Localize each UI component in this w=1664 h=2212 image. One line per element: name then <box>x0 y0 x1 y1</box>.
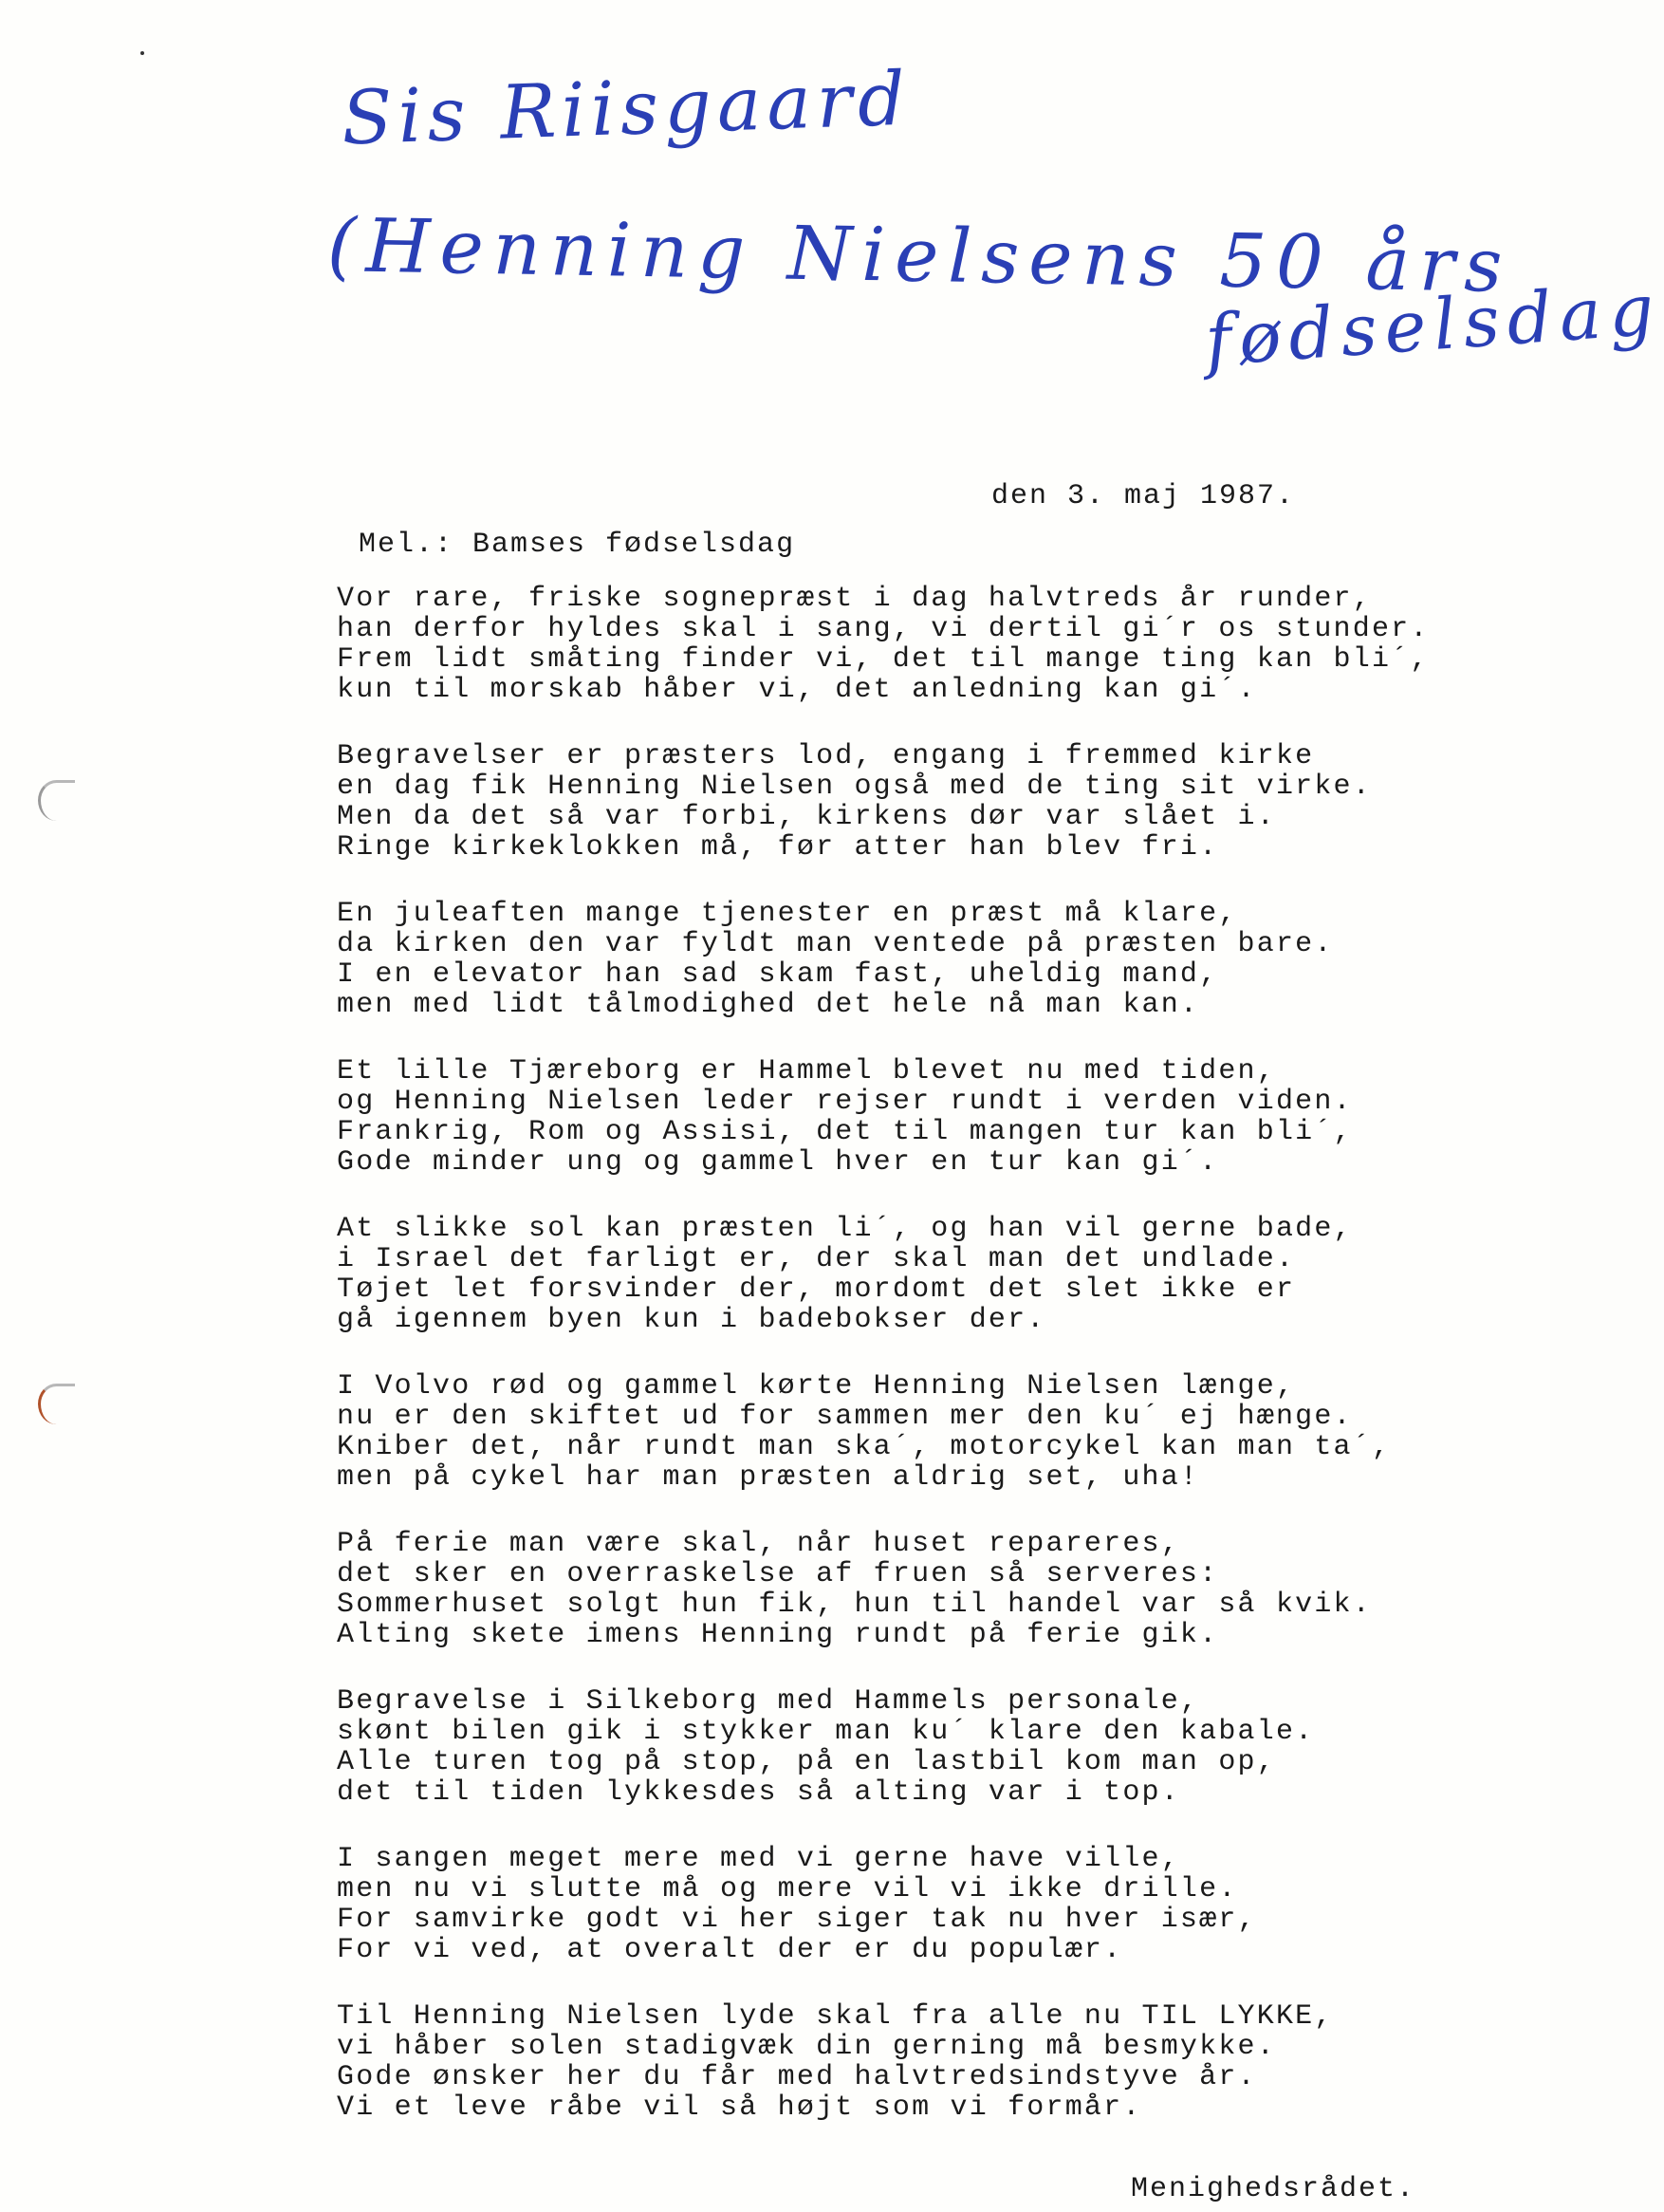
verse-line: I sangen meget mere med vi gerne have ville, <box>337 1843 1180 1875</box>
verse-line: Vi et leve råbe vil så højt som vi formår. <box>337 2091 1142 2124</box>
verse-line: men med lidt tålmodighed det hele nå man kan. <box>337 989 1200 1021</box>
verse-line: det til tiden lykkesdes så alting var i top. <box>337 1776 1180 1809</box>
verse-line: gå igennem byen kun i badebokser der. <box>337 1304 1046 1336</box>
stanza <box>337 584 1475 705</box>
verse-line: Ringe kirkeklokken må, før atter han blev fri. <box>337 831 1219 864</box>
verse-line: Kniber det, når rundt man ska´, motorcykel kan man ta´, <box>337 1431 1392 1463</box>
punch-hole <box>38 780 75 821</box>
verse-line: For samvirke godt vi her siger tak nu hver især, <box>337 1904 1257 1936</box>
verse-line: skønt bilen gik i stykker man ku´ klare den kabale. <box>337 1716 1315 1748</box>
verse-line: For vi ved, at overalt der er du populær. <box>337 1934 1123 1966</box>
verse-line: det sker en overraskelse af fruen så serveres: <box>337 1558 1219 1590</box>
verse-line: At slikke sol kan præsten li´, og han vil gerne bade, <box>337 1213 1353 1245</box>
stanza <box>337 1844 1475 1965</box>
punch-hole <box>38 1384 75 1424</box>
stanza <box>337 1371 1475 1493</box>
song-text <box>337 584 1475 2159</box>
stanza <box>337 1056 1475 1178</box>
verse-line: En juleaften mange tjenester en præst må klare, <box>337 898 1238 930</box>
verse-line: I en elevator han sad skam fast, uheldig mand, <box>337 958 1219 991</box>
verse-line: vi håber solen stadigvæk din gerning må besmykke. <box>337 2031 1276 2063</box>
handwritten-occasion-end: fødselsdag <box>1202 269 1664 382</box>
ink-speck <box>140 51 144 55</box>
verse-line: Begravelse i Silkeborg med Hammels personale, <box>337 1685 1200 1718</box>
melody-line: Mel.: Bamses fødselsdag <box>359 529 796 561</box>
verse-line: men på cykel har man præsten aldrig set, uha! <box>337 1461 1200 1494</box>
verse-line: På ferie man være skal, når huset repareres, <box>337 1528 1180 1560</box>
verse-line: han derfor hyldes skal i sang, vi dertil gi´r os stunder. <box>337 613 1430 645</box>
verse-line: Gode minder ung og gammel hver en tur kan gi´. <box>337 1146 1219 1179</box>
verse-line: Tøjet let forsvinder der, mordomt det slet ikke er <box>337 1273 1296 1306</box>
verse-line: og Henning Nielsen leder rejser rundt i verden viden. <box>337 1086 1353 1118</box>
handwritten-author: Sis Riisgaard <box>340 56 913 162</box>
verse-line: en dag fik Henning Nielsen også med de ting sit virke. <box>337 771 1372 803</box>
verse-line: Frankrig, Rom og Assisi, det til mangen tur kan bli´, <box>337 1116 1353 1148</box>
stanza <box>337 1686 1475 1808</box>
verse-line: Alle turen tog på stop, på en lastbil kom man op, <box>337 1746 1276 1778</box>
stanza <box>337 1529 1475 1650</box>
verse-line: Alting skete imens Henning rundt på ferie gik. <box>337 1619 1219 1651</box>
verse-line: da kirken den var fyldt man ventede på præsten bare. <box>337 928 1334 960</box>
verse-line: I Volvo rød og gammel kørte Henning Nielsen længe, <box>337 1370 1296 1403</box>
stanza <box>337 899 1475 1020</box>
verse-line: Men da det så var forbi, kirkens dør var slået i. <box>337 801 1276 833</box>
stanza <box>337 2001 1475 2123</box>
stanza <box>337 1214 1475 1335</box>
verse-line: Begravelser er præsters lod, engang i fremmed kirke <box>337 740 1315 772</box>
verse-line: Gode ønsker her du får med halvtredsindstyve år. <box>337 2061 1257 2093</box>
verse-line: Til Henning Nielsen lyde skal fra alle nu TIL LYKKE, <box>337 2000 1334 2033</box>
handwritten-occasion: (Henning Nielsens 50 års <box>326 203 1513 309</box>
verse-line: Frem lidt småting finder vi, det til mange ting kan bli´, <box>337 643 1430 676</box>
verse-line: kun til morskab håber vi, det anledning kan gi´. <box>337 674 1257 706</box>
stanza <box>337 741 1475 863</box>
verse-line: Vor rare, friske sognepræst i dag halvtreds år runder, <box>337 583 1372 615</box>
verse-line: Et lille Tjæreborg er Hammel blevet nu med tiden, <box>337 1055 1276 1087</box>
document-date: den 3. maj 1987. <box>991 480 1296 512</box>
signature: Menighedsrådet. <box>1131 2173 1416 2205</box>
verse-line: nu er den skiftet ud for sammen mer den ku´ ej hænge. <box>337 1401 1353 1433</box>
verse-line: Sommerhuset solgt hun fik, hun til handel var så kvik. <box>337 1589 1372 1621</box>
verse-line: i Israel det farligt er, der skal man det undlade. <box>337 1243 1296 1275</box>
verse-line: men nu vi slutte må og mere vil vi ikke drille. <box>337 1873 1238 1905</box>
